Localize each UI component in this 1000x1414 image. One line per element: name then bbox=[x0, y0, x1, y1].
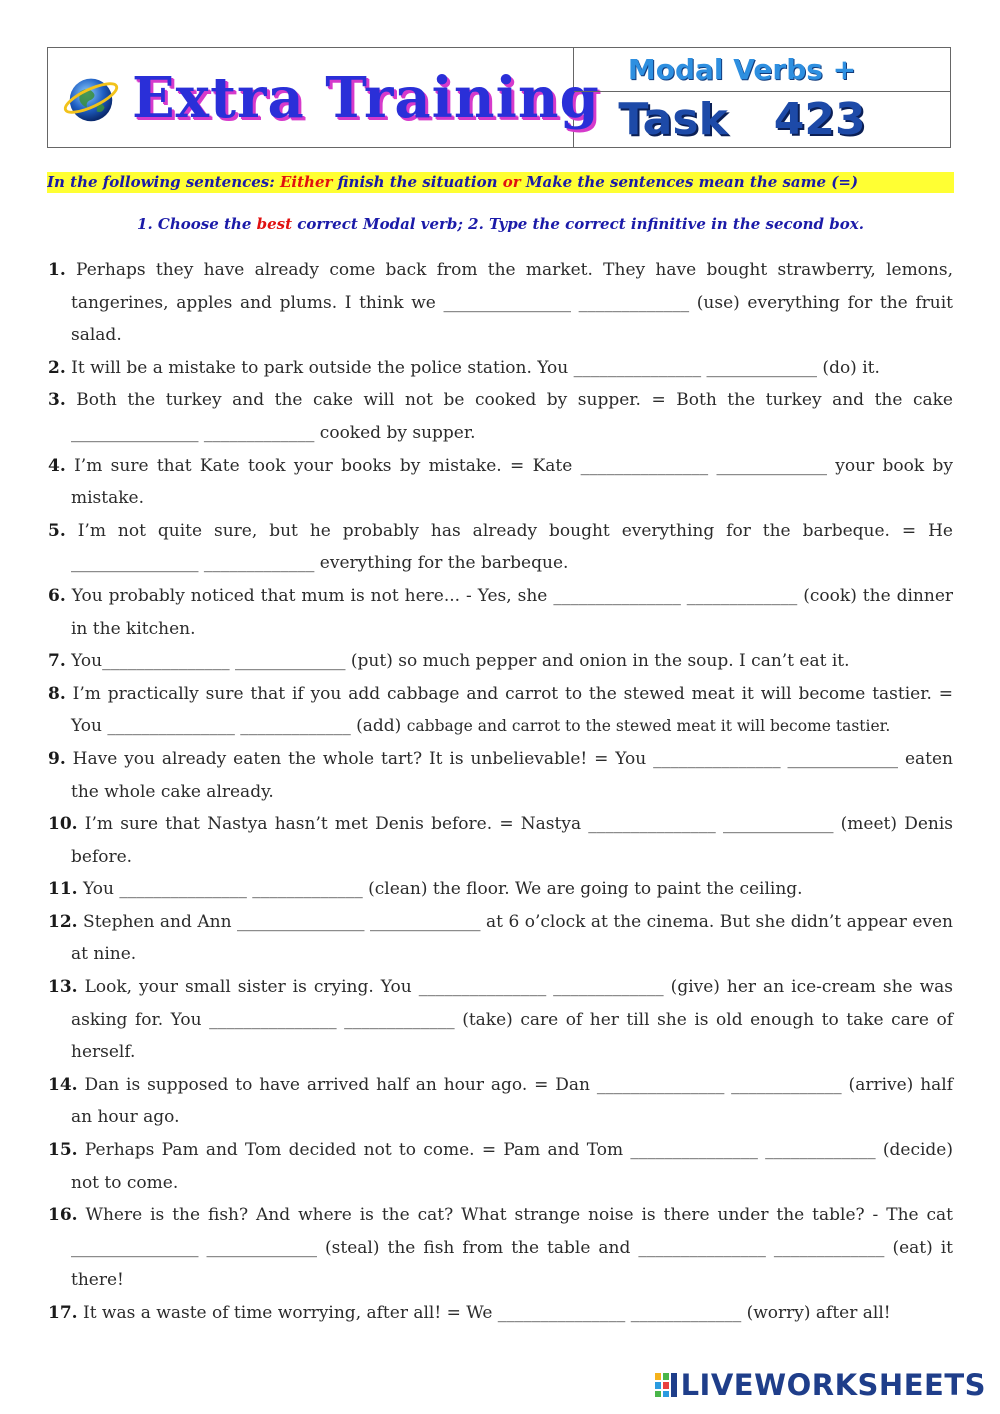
exercise-item-4: 4. I’m sure that Kate took your books by mistake. = Kate _______________ _____________ your book by mistake. bbox=[48, 455, 953, 509]
exercise-item-10: 10. I’m sure that Nastya hasn’t met Denis before. = Nastya _______________ _____________ (meet) Denis before. bbox=[48, 814, 953, 867]
either-word: Either bbox=[279, 173, 333, 191]
answer-blank[interactable]: _______________ _____________ bbox=[102, 651, 346, 672]
exercise-item-11: 11. You _______________ _____________ (clean) the floor. We are going to paint the ceiling. bbox=[48, 879, 803, 900]
answer-blank[interactable]: _______________ _____________ bbox=[209, 1009, 455, 1030]
answer-blank[interactable]: _______________ _____________ bbox=[653, 748, 899, 769]
or-word: or bbox=[502, 173, 521, 191]
header-info-cell bbox=[574, 48, 950, 147]
answer-blank[interactable]: _______________ _____________ bbox=[630, 1140, 876, 1161]
footer-brand-text: LIVEWORKSHEETS bbox=[680, 1368, 986, 1402]
answer-blank[interactable]: _______________ _____________ bbox=[71, 1237, 318, 1258]
task-number: Task 423 bbox=[618, 94, 866, 145]
exercise-item-6: 6. You probably noticed that mum is not here... - Yes, she _______________ _____________ (cook) the dinner in the kitchen. bbox=[48, 585, 953, 639]
exercise-item-15: 15. Perhaps Pam and Tom decided not to come. = Pam and Tom _______________ _____________ (decide) not to come. bbox=[48, 1140, 954, 1193]
exercise-item-16: 16. Where is the fish? And where is the cat? What strange noise is there under the table? - The cat _______________ _____________ (steal) the fish from the table and _______________ _____________ (eat) it there! bbox=[48, 1205, 954, 1291]
header-box bbox=[47, 47, 951, 148]
globe-icon bbox=[62, 69, 120, 127]
exercise-item-2: 2. It will be a mistake to park outside the police station. You _______________ _____________ (do) it. bbox=[48, 357, 880, 378]
exercise-item-13: 13. Look, your small sister is crying. You _______________ _____________ (give) her an ice-cream she was asking for. You _______________ _____________ (take) care of her till she is old enough to take care of herself. bbox=[48, 977, 954, 1063]
answer-blank[interactable]: _______________ _____________ bbox=[107, 716, 351, 737]
header-subtitle: Modal Verbs + bbox=[574, 48, 950, 92]
answer-blank[interactable]: _______________ _____________ bbox=[71, 422, 315, 443]
best-word: best bbox=[256, 215, 292, 233]
footer-brand[interactable] bbox=[655, 1368, 986, 1402]
answer-blank[interactable]: _______________ _____________ bbox=[71, 553, 315, 574]
exercise-item-9: 9. Have you already eaten the whole tart? It is unbelievable! = You _______________ _____________ eaten the whole cake already. bbox=[48, 748, 953, 802]
exercise-list bbox=[48, 254, 953, 1330]
steps-instruction: 1. Choose the best correct Modal verb; 2. Type the correct infinitive in the second box. bbox=[137, 215, 864, 233]
exercise-item-14: 14. Dan is supposed to have arrived half an hour ago. = Dan _______________ _____________ (arrive) half an hour ago. bbox=[48, 1074, 954, 1128]
answer-blank[interactable]: _______________ _____________ bbox=[237, 911, 481, 932]
instruction-banner: In the following sentences: Either finish the situation or Make the sentences mean the same (=) bbox=[47, 172, 954, 193]
header-title: Extra Training bbox=[132, 64, 600, 131]
answer-blank[interactable]: _______________ _____________ bbox=[553, 585, 798, 606]
exercise-item-17: 17. It was a waste of time worrying, after all! = We _______________ _____________ (worry) after all! bbox=[48, 1303, 891, 1323]
answer-blank[interactable]: _______________ _____________ bbox=[596, 1074, 842, 1095]
exercise-item-8: 8. I’m practically sure that if you add cabbage and carrot to the stewed meat it will become tastier. = You _______________ _____________ (add) cabbage and carrot to the stewed meat it will become tastier. bbox=[48, 683, 953, 737]
answer-blank[interactable]: _______________ _____________ bbox=[418, 977, 664, 998]
liveworksheets-logo-icon bbox=[655, 1373, 677, 1397]
exercise-item-3: 3. Both the turkey and the cake will not be cooked by supper. = Both the turkey and the cake _______________ _____________ cooked by supper. bbox=[48, 390, 953, 443]
exercise-item-1: 1. Perhaps they have already come back from the market. They have bought strawberry, lemons, tangerines, apples and plums. I think we _______________ _____________ (use) everything for the fruit salad. bbox=[48, 260, 953, 346]
answer-blank[interactable]: _______________ _____________ bbox=[119, 879, 363, 900]
answer-blank[interactable]: _______________ _____________ bbox=[573, 357, 818, 378]
answer-blank[interactable]: _______________ _____________ bbox=[443, 292, 690, 313]
exercise-item-5: 5. I’m not quite sure, but he probably has already bought everything for the barbeque. = He _______________ _____________ everything for the barbeque. bbox=[48, 520, 953, 574]
exercise-item-12: 12. Stephen and Ann _______________ _____________ at 6 o’clock at the cinema. But she didn’t appear even at nine. bbox=[48, 911, 953, 965]
answer-blank[interactable]: _______________ _____________ bbox=[497, 1303, 742, 1323]
header-title-cell bbox=[48, 48, 600, 147]
answer-blank[interactable]: _______________ _____________ bbox=[588, 814, 834, 835]
answer-blank[interactable]: _______________ _____________ bbox=[580, 455, 827, 476]
exercise-item-7: 7. You_______________ _____________ (put) so much pepper and onion in the soup. I can’t eat it. bbox=[48, 651, 850, 672]
answer-blank[interactable]: _______________ _____________ bbox=[638, 1237, 885, 1258]
